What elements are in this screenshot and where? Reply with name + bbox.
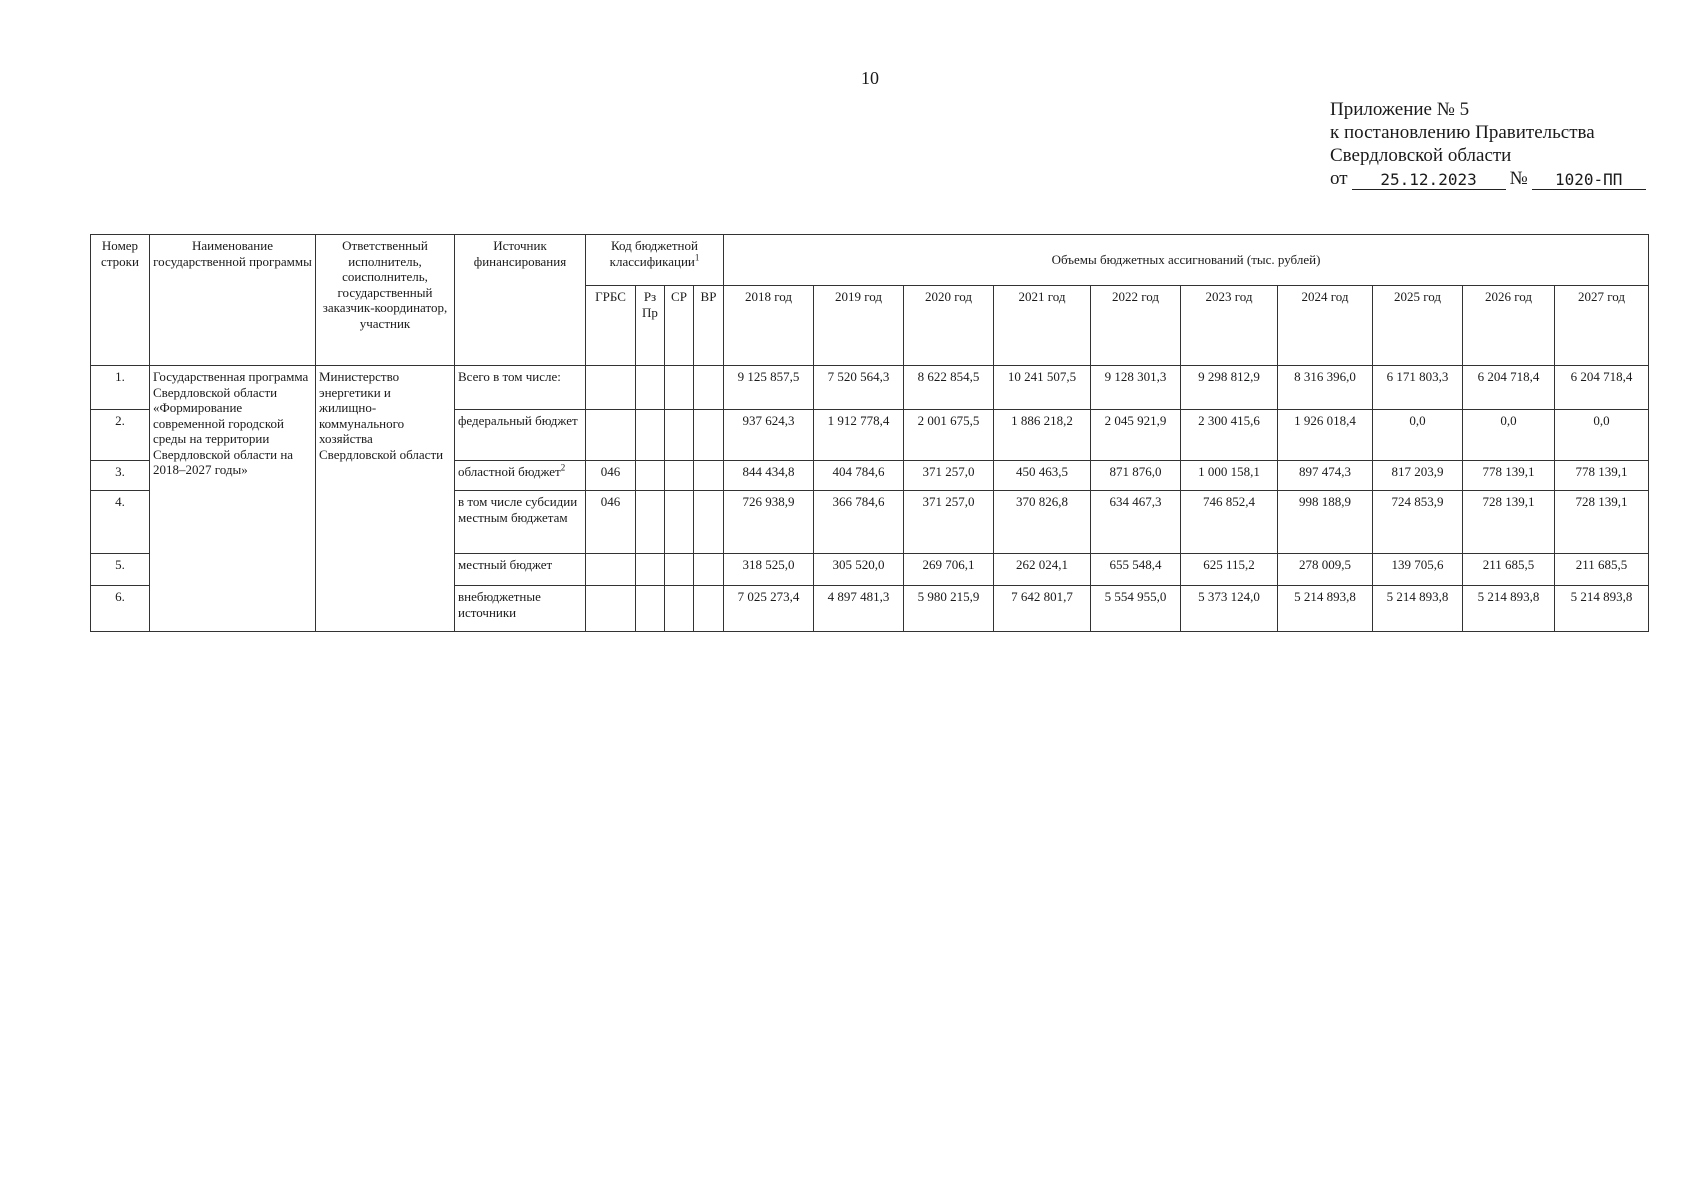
program-name-cell: Государственная программа Свердловской области «Формирование современной городской среды на территории Свердловской области на 2018–2027 годы» [150, 366, 316, 632]
header-source: Источник финансирования [455, 235, 586, 366]
appendix-date-line [1330, 167, 1646, 190]
value-cell-2025: 139 705,6 [1373, 554, 1463, 586]
source-cell: Всего в том числе: [455, 366, 586, 410]
header-rz-pr: Рз Пр [636, 286, 665, 366]
grbs-cell [586, 554, 636, 586]
value-cell-2021: 450 463,5 [994, 461, 1091, 491]
value-cell-2022: 634 467,3 [1091, 491, 1181, 554]
value-cell-2020: 371 257,0 [904, 491, 994, 554]
value-cell-2019: 305 520,0 [814, 554, 904, 586]
header-year-2025: 2025 год [1373, 286, 1463, 366]
budget-table [90, 234, 1649, 632]
appendix-block [1330, 98, 1646, 190]
rz-pr-cell [636, 491, 665, 554]
vr-cell [694, 366, 724, 410]
number-label: № [1509, 168, 1528, 189]
vr-cell [694, 461, 724, 491]
value-cell-2024: 5 214 893,8 [1278, 586, 1373, 632]
value-cell-2018: 318 525,0 [724, 554, 814, 586]
from-label: от [1330, 168, 1348, 189]
value-cell-2021: 1 886 218,2 [994, 410, 1091, 461]
value-cell-2024: 897 474,3 [1278, 461, 1373, 491]
value-cell-2019: 4 897 481,3 [814, 586, 904, 632]
rz-pr-cell [636, 554, 665, 586]
value-cell-2027: 0,0 [1555, 410, 1649, 461]
sr-cell [665, 491, 694, 554]
vr-cell [694, 410, 724, 461]
row-number: 2. [91, 410, 150, 461]
value-cell-2018: 9 125 857,5 [724, 366, 814, 410]
value-cell-2018: 937 624,3 [724, 410, 814, 461]
value-cell-2025: 6 171 803,3 [1373, 366, 1463, 410]
value-cell-2027: 6 204 718,4 [1555, 366, 1649, 410]
page-number: 10 [861, 68, 879, 88]
value-cell-2023: 746 852,4 [1181, 491, 1278, 554]
value-cell-2020: 371 257,0 [904, 461, 994, 491]
sr-cell [665, 554, 694, 586]
header-year-2020: 2020 год [904, 286, 994, 366]
value-cell-2024: 8 316 396,0 [1278, 366, 1373, 410]
header-allocations: Объемы бюджетных ассигнований (тыс. рублей) [724, 235, 1649, 286]
budget-code-footnote: 1 [694, 252, 700, 263]
value-cell-2021: 262 024,1 [994, 554, 1091, 586]
value-cell-2024: 1 926 018,4 [1278, 410, 1373, 461]
value-cell-2023: 2 300 415,6 [1181, 410, 1278, 461]
header-year-2024: 2024 год [1278, 286, 1373, 366]
value-cell-2020: 2 001 675,5 [904, 410, 994, 461]
rz-pr-cell [636, 410, 665, 461]
header-row-number: Номер строки [91, 235, 150, 366]
header-grbs: ГРБС [586, 286, 636, 366]
value-cell-2025: 724 853,9 [1373, 491, 1463, 554]
header-year-2027: 2027 год [1555, 286, 1649, 366]
value-cell-2027: 211 685,5 [1555, 554, 1649, 586]
value-cell-2024: 998 188,9 [1278, 491, 1373, 554]
table-row [91, 366, 1649, 410]
sr-cell [665, 410, 694, 461]
vr-cell [694, 586, 724, 632]
sr-cell [665, 366, 694, 410]
header-year-2023: 2023 год [1181, 286, 1278, 366]
value-cell-2027: 778 139,1 [1555, 461, 1649, 491]
value-cell-2024: 278 009,5 [1278, 554, 1373, 586]
rz-pr-cell [636, 586, 665, 632]
value-cell-2023: 9 298 812,9 [1181, 366, 1278, 410]
value-cell-2018: 844 434,8 [724, 461, 814, 491]
value-cell-2026: 778 139,1 [1463, 461, 1555, 491]
header-row-1 [91, 235, 1649, 286]
grbs-cell [586, 366, 636, 410]
value-cell-2023: 5 373 124,0 [1181, 586, 1278, 632]
value-cell-2019: 366 784,6 [814, 491, 904, 554]
source-cell: областной бюджет$^2$ [455, 461, 586, 491]
source-cell: федеральный бюджет [455, 410, 586, 461]
value-cell-2021: 10 241 507,5 [994, 366, 1091, 410]
header-year-2018: 2018 год [724, 286, 814, 366]
header-year-2019: 2019 год [814, 286, 904, 366]
source-cell: местный бюджет [455, 554, 586, 586]
responsible-cell: Министерство энергетики и жилищно-коммунального хозяйства Свердловской области [316, 366, 455, 632]
header-program-name: Наименование государственной программы [150, 235, 316, 366]
value-cell-2026: 6 204 718,4 [1463, 366, 1555, 410]
header-responsible: Ответственный исполнитель, соисполнитель, государственный заказчик-координатор, участник [316, 235, 455, 366]
row-number: 3. [91, 461, 150, 491]
appendix-region: Свердловской области [1330, 145, 1512, 166]
value-cell-2019: 7 520 564,3 [814, 366, 904, 410]
rz-pr-cell [636, 366, 665, 410]
value-cell-2025: 0,0 [1373, 410, 1463, 461]
value-cell-2021: 370 826,8 [994, 491, 1091, 554]
value-cell-2019: 1 912 778,4 [814, 410, 904, 461]
value-cell-2026: 5 214 893,8 [1463, 586, 1555, 632]
value-cell-2020: 5 980 215,9 [904, 586, 994, 632]
header-year-2022: 2022 год [1091, 286, 1181, 366]
value-cell-2026: 728 139,1 [1463, 491, 1555, 554]
value-cell-2025: 817 203,9 [1373, 461, 1463, 491]
resolution-number: 1020-ПП [1532, 171, 1646, 190]
vr-cell [694, 554, 724, 586]
value-cell-2026: 0,0 [1463, 410, 1555, 461]
value-cell-2025: 5 214 893,8 [1373, 586, 1463, 632]
header-vr: ВР [694, 286, 724, 366]
appendix-resolution: к постановлению Правительства [1330, 122, 1595, 143]
vr-cell [694, 491, 724, 554]
value-cell-2022: 2 045 921,9 [1091, 410, 1181, 461]
grbs-cell [586, 586, 636, 632]
value-cell-2020: 8 622 854,5 [904, 366, 994, 410]
value-cell-2021: 7 642 801,7 [994, 586, 1091, 632]
source-cell: внебюджетные источники [455, 586, 586, 632]
value-cell-2022: 5 554 955,0 [1091, 586, 1181, 632]
sr-cell [665, 586, 694, 632]
value-cell-2019: 404 784,6 [814, 461, 904, 491]
resolution-date: 25.12.2023 [1352, 171, 1506, 190]
regional-budget-footnote: 2 [560, 462, 566, 473]
row-number: 5. [91, 554, 150, 586]
value-cell-2027: 728 139,1 [1555, 491, 1649, 554]
value-cell-2023: 625 115,2 [1181, 554, 1278, 586]
sr-cell [665, 461, 694, 491]
grbs-cell: 046 [586, 461, 636, 491]
header-sr: СР [665, 286, 694, 366]
row-number: 4. [91, 491, 150, 554]
row-number: 6. [91, 586, 150, 632]
value-cell-2020: 269 706,1 [904, 554, 994, 586]
value-cell-2022: 655 548,4 [1091, 554, 1181, 586]
header-budget-code: Код бюджетной классификации$^1$ [586, 235, 724, 286]
source-cell: в том числе субсидии местным бюджетам [455, 491, 586, 554]
value-cell-2018: 7 025 273,4 [724, 586, 814, 632]
grbs-cell [586, 410, 636, 461]
header-year-2026: 2026 год [1463, 286, 1555, 366]
appendix-title: Приложение № 5 [1330, 99, 1470, 120]
value-cell-2023: 1 000 158,1 [1181, 461, 1278, 491]
value-cell-2027: 5 214 893,8 [1555, 586, 1649, 632]
grbs-cell: 046 [586, 491, 636, 554]
value-cell-2022: 871 876,0 [1091, 461, 1181, 491]
value-cell-2022: 9 128 301,3 [1091, 366, 1181, 410]
value-cell-2026: 211 685,5 [1463, 554, 1555, 586]
rz-pr-cell [636, 461, 665, 491]
header-year-2021: 2021 год [994, 286, 1091, 366]
value-cell-2018: 726 938,9 [724, 491, 814, 554]
row-number: 1. [91, 366, 150, 410]
